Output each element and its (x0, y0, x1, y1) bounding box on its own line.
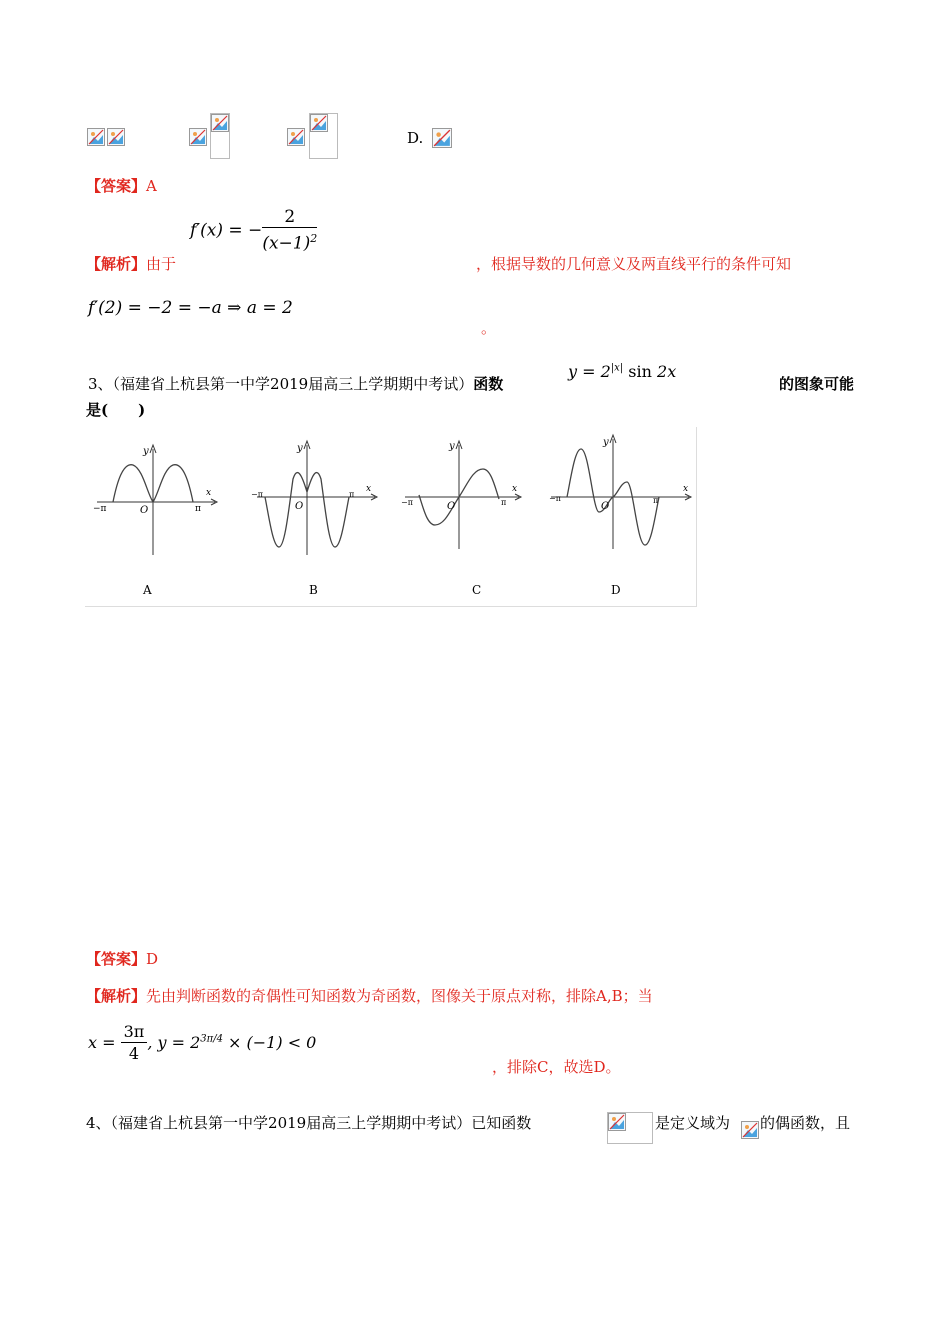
q3-answer-value: D (146, 950, 159, 968)
graph-d-label: D (611, 583, 621, 597)
q4-stem-middle: 是定义域为 (655, 1114, 731, 1132)
q3-stem-prefix: 函数 (473, 375, 504, 393)
graph-a-pi: π (195, 504, 201, 514)
svg-text:O: O (295, 501, 304, 512)
broken-image-icon (741, 1121, 759, 1139)
q4-number: 4、 (86, 1114, 111, 1132)
graph-c (401, 441, 521, 597)
q3-source: （福建省上杭县第一中学2019届高三上学期期中考试） (112, 375, 474, 393)
q4-stem-prefix: 已知函数 (471, 1114, 532, 1132)
graph-a-label: A (143, 583, 152, 597)
svg-text:x: x (512, 484, 518, 494)
svg-text:x: x (366, 484, 372, 494)
q3-number: 3、 (88, 375, 113, 393)
graph-a-origin: O (140, 505, 149, 516)
graph-a (93, 445, 217, 597)
q3-analysis-end: ，排除C，故选D。 (492, 1058, 621, 1076)
q4-stem-suffix: 的偶函数，且 (760, 1114, 851, 1132)
analysis-prefix: 由于 (146, 255, 177, 273)
q3-graph-figure (85, 427, 697, 607)
svg-text:O: O (601, 501, 610, 512)
q3-analysis-text: 先由判断函数的奇偶性可知函数为奇函数，图像关于原点对称，排除A,B；当 (146, 987, 653, 1005)
graph-a-x-label: x (206, 488, 212, 498)
q3-check-formula: x = $\frac{3\pi}{4}$ , $y = 2^{3\pi/4} \times (-1) < 0$ (88, 1022, 317, 1063)
analysis-tag: 【解析】 (86, 255, 147, 273)
derivative-formula: f′(x) = − $\frac{2}{(x-1)^2}$ (190, 207, 318, 254)
svg-text:O: O (447, 501, 456, 512)
svg-text:π: π (501, 498, 507, 507)
analysis-middle: ，根据导数的几何意义及两直线平行的条件可知 (476, 255, 792, 273)
broken-image-icon (107, 128, 125, 146)
analysis-end: 。 (481, 319, 497, 337)
graph-a-neg-pi: −π (93, 504, 107, 514)
broken-image-icon (310, 114, 328, 132)
graph-b (251, 441, 377, 597)
broken-image-icon (189, 128, 207, 146)
q4-source: （福建省上杭县第一中学2019届高三上学期期中考试） (110, 1114, 472, 1132)
broken-image-icon (87, 128, 105, 146)
svg-text:−π: −π (549, 494, 561, 503)
svg-text:π: π (349, 490, 355, 499)
broken-image-icon (432, 128, 452, 148)
answer-value: A (146, 177, 157, 195)
q3-stem (88, 373, 503, 394)
svg-text:y: y (449, 441, 455, 452)
svg-text:y: y (603, 437, 609, 448)
broken-image-icon (287, 128, 305, 146)
graph-a-y-label: y (143, 446, 149, 457)
q3-analysis-tag: 【解析】 (86, 987, 147, 1005)
q3-function-formula: $y = 2^{|x|}$ sin 2x (568, 362, 677, 381)
q3-stem-suffix: 的图象可能 (779, 375, 855, 393)
svg-text:−π: −π (251, 490, 263, 499)
analysis-line (86, 253, 176, 274)
q4-stem (86, 1112, 531, 1133)
answer-tag: 【答案】 (86, 177, 147, 195)
answer-line (86, 175, 157, 196)
svg-text:π: π (653, 496, 659, 505)
q3-stem-line2: 是( ) (86, 401, 146, 419)
result-formula: f′(2) = −2 = −a ⇒ a = 2 (88, 298, 293, 318)
svg-text:x: x (683, 484, 689, 494)
q3-answer-tag: 【答案】 (86, 950, 147, 968)
graph-b-label: B (309, 583, 318, 597)
svg-text:y: y (297, 443, 303, 454)
graph-d (549, 435, 691, 597)
broken-image-icon (608, 1113, 626, 1131)
graph-c-label: C (472, 583, 482, 597)
broken-image-icon (211, 114, 229, 132)
svg-text:−π: −π (401, 498, 413, 507)
option-d-label: D. (407, 129, 424, 147)
q3-answer-line (86, 948, 158, 969)
q3-analysis-line (86, 985, 653, 1006)
